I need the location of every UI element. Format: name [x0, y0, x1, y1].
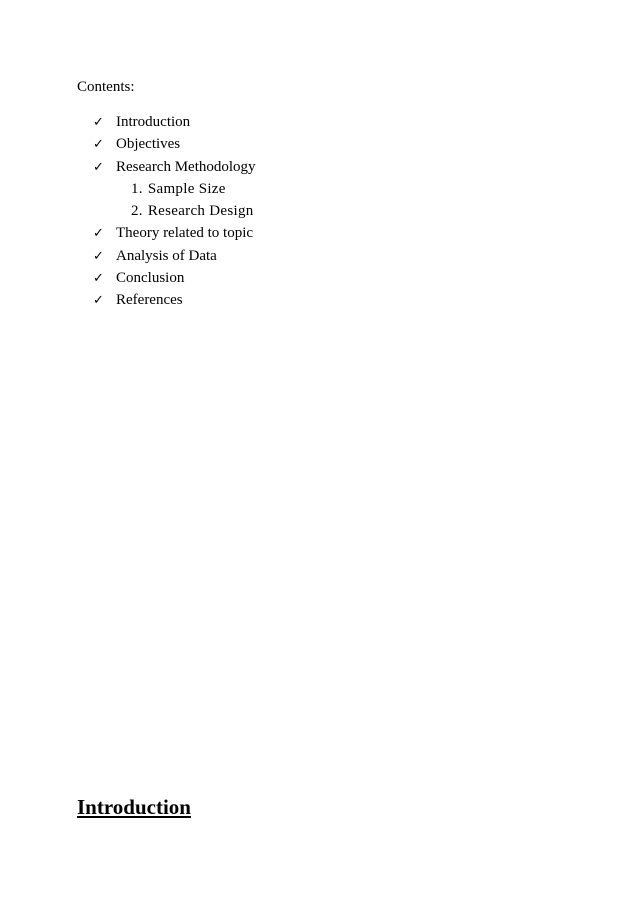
table-of-contents	[93, 111, 256, 312]
toc-item-analysis	[93, 245, 256, 267]
subitem-number: 2.	[131, 203, 143, 220]
toc-item-introduction	[93, 111, 256, 133]
check-icon: ✓	[93, 248, 104, 264]
subitem-number: 1.	[131, 180, 143, 197]
toc-item-conclusion	[93, 267, 256, 289]
toc-item-label: Conclusion	[116, 270, 185, 287]
toc-item-objectives	[93, 133, 256, 155]
toc-item-theory	[93, 222, 256, 244]
subitem-label: Sample Size	[147, 180, 226, 197]
subitem-label: Research Design	[147, 203, 254, 220]
toc-subitem-sample-size	[131, 178, 256, 200]
check-icon: ✓	[93, 159, 104, 175]
toc-item-label: Analysis of Data	[116, 247, 217, 264]
toc-sublist	[93, 178, 256, 223]
contents-heading: Contents:	[77, 79, 135, 95]
toc-item-label: Objectives	[116, 136, 181, 153]
check-icon: ✓	[93, 115, 104, 130]
methodology-sublist	[93, 178, 256, 223]
toc-item-label: Research Methodology	[116, 158, 256, 175]
toc-item-label: Theory related to topic	[116, 225, 254, 242]
check-icon: ✓	[93, 137, 104, 153]
check-icon: ✓	[93, 226, 104, 242]
section-heading-introduction: Introduction	[77, 795, 191, 819]
check-icon: ✓	[93, 271, 104, 287]
toc-item-label: References	[116, 292, 183, 309]
toc-item-label: Introduction	[116, 114, 191, 130]
toc-item-references	[93, 289, 256, 311]
toc-subitem-research-design	[131, 200, 256, 222]
check-icon: ✓	[93, 293, 104, 309]
toc-item-research-methodology	[93, 156, 256, 178]
